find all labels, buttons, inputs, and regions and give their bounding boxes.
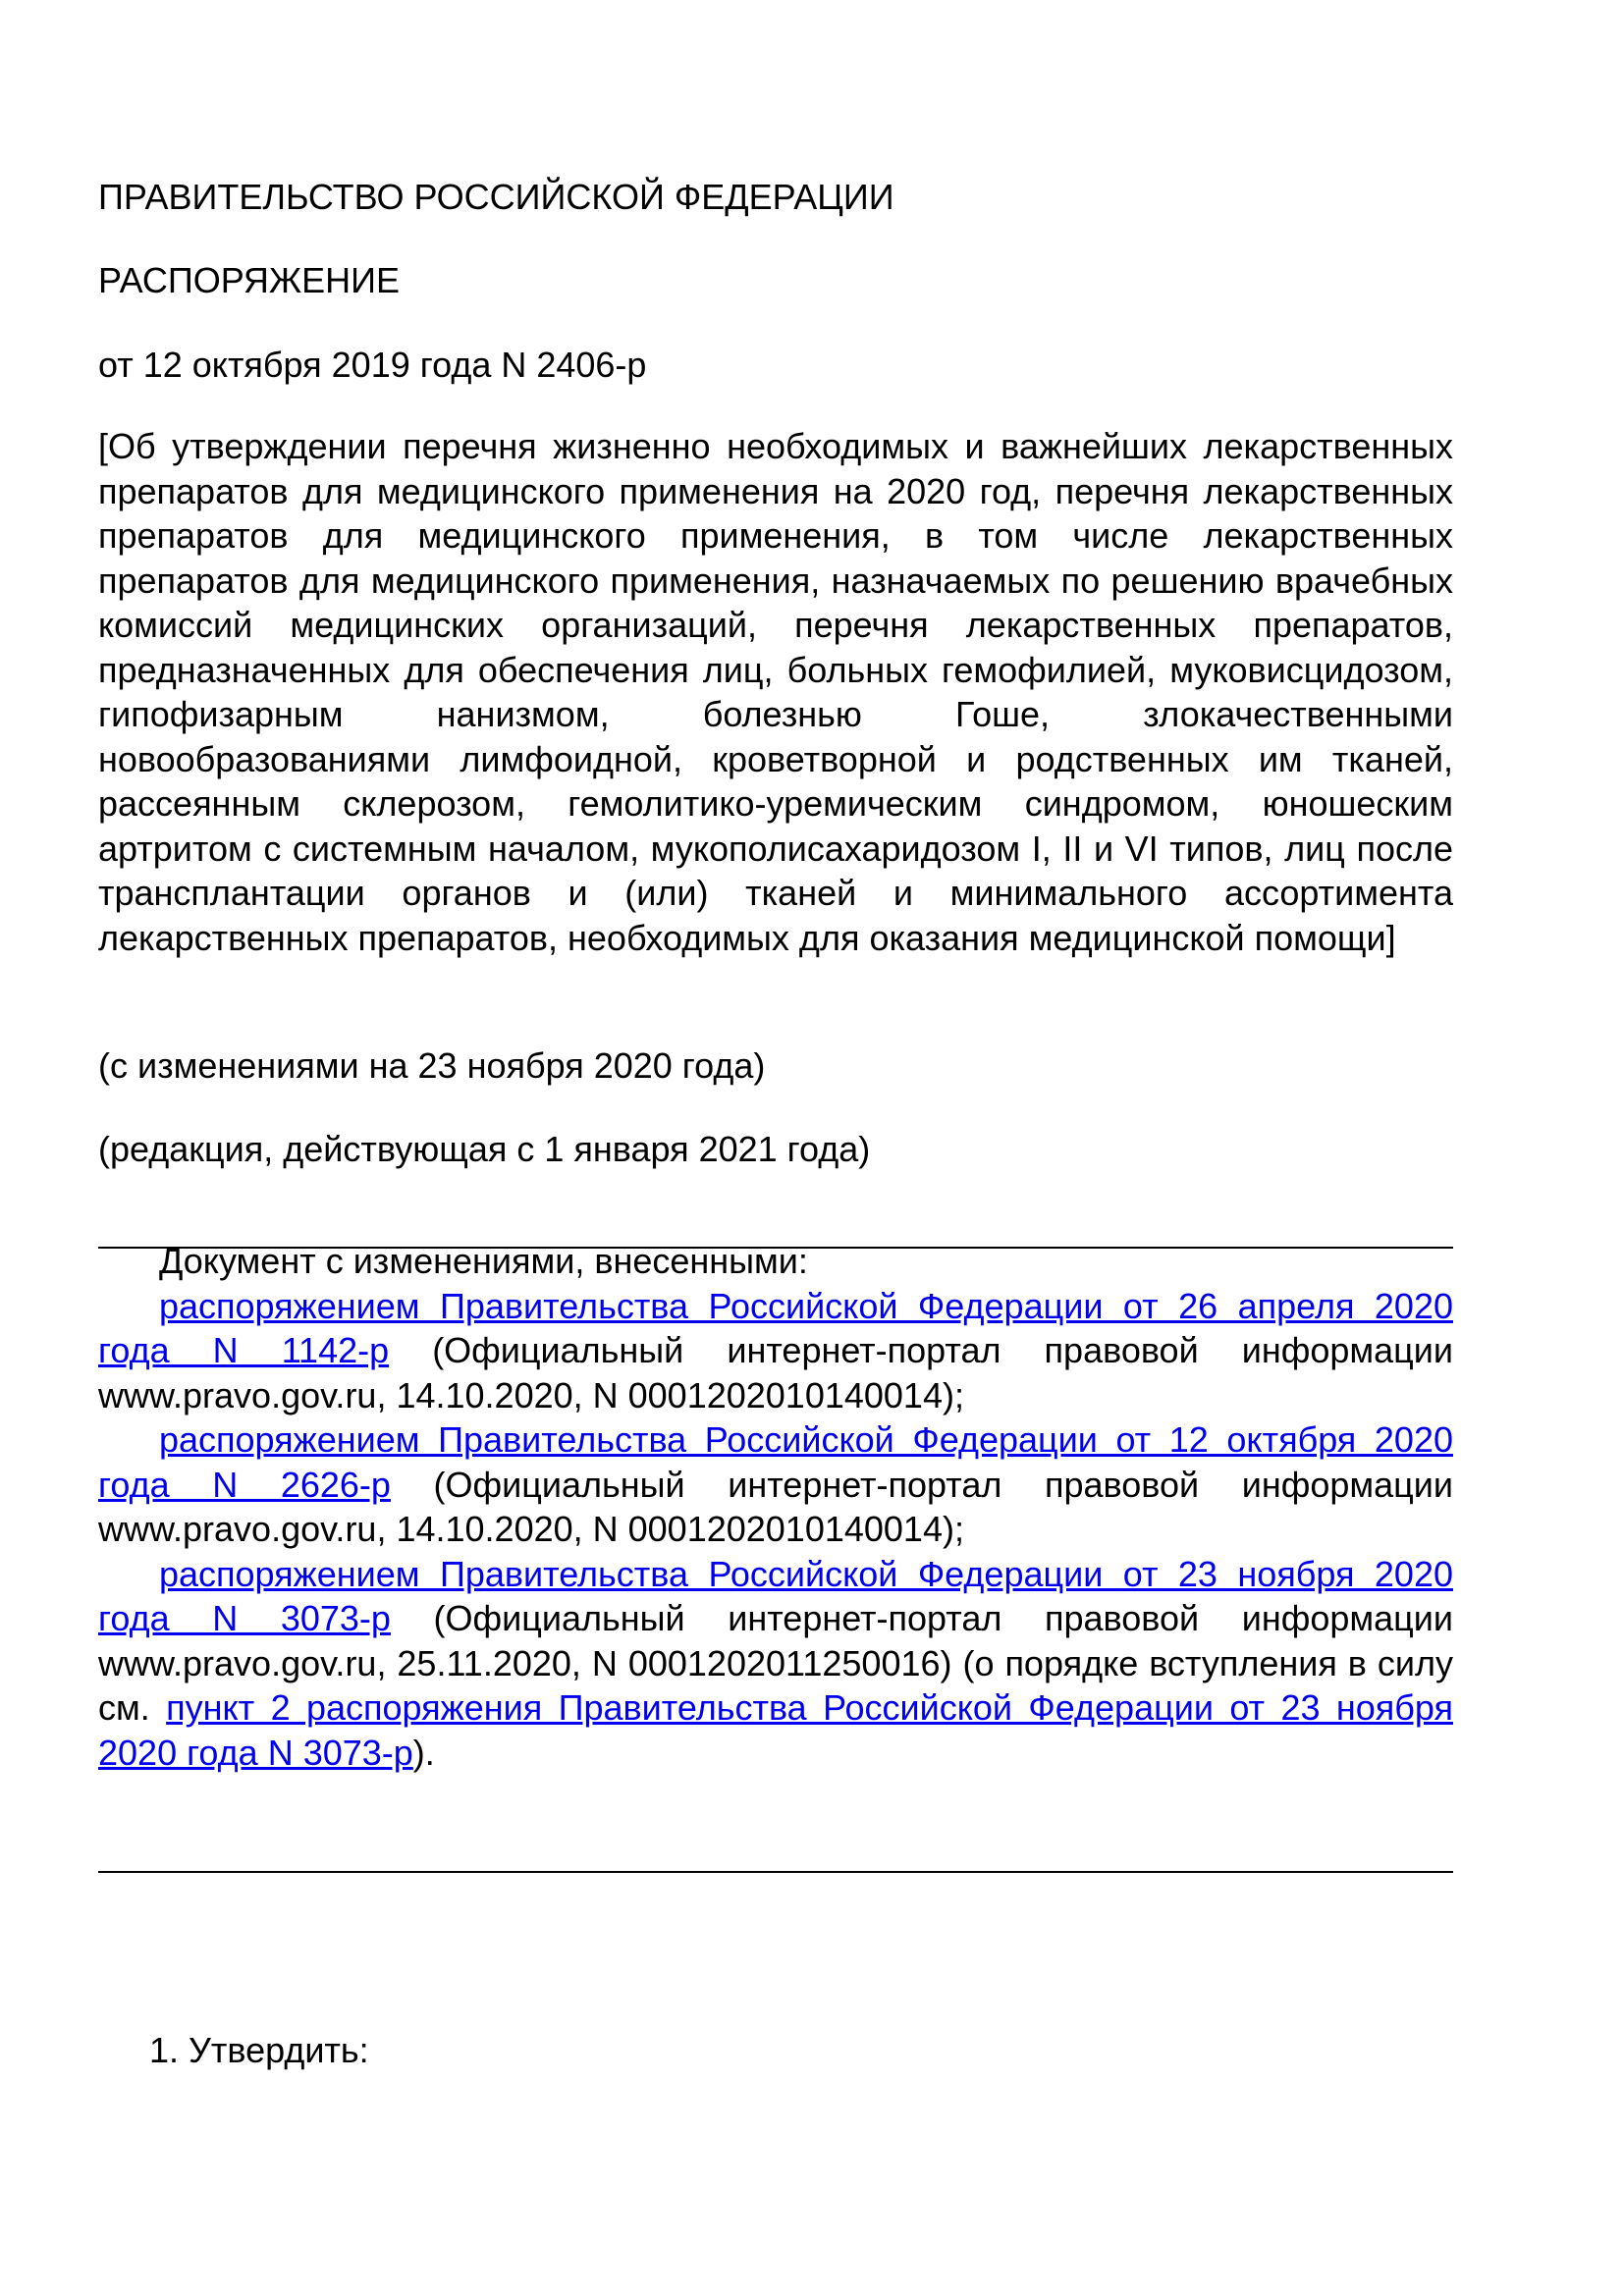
amendment-link-1142[interactable]: распоряжением Правительства Российской Федерации от 26 апреля 2020 года N 1142-р	[98, 1285, 1453, 1370]
divider-bottom	[98, 1871, 1453, 1873]
amendment-link-3073[interactable]: распоряжением Правительства Российской Федерации от 23 ноября 2020 года N 3073-р	[98, 1553, 1453, 1638]
change-item-3-text: (Официальный интернет-портал правовой информации www.pravo.gov.ru, 25.11.2020, N 0001202011250016) (о порядке вступления в силу см.	[98, 1598, 1454, 1728]
amendment-link-2626[interactable]: распоряжением Правительства Российской Федерации от 12 октября 2020 года N 2626-р	[98, 1419, 1453, 1505]
changes-intro: Документ с изменениями, внесенными:	[159, 1241, 808, 1281]
change-item-2	[98, 1417, 1453, 1552]
change-item-3	[98, 1552, 1453, 1776]
edition-status: (редакция, действующая с 1 января 2021 года)	[98, 1129, 871, 1169]
change-item-3-tail: ).	[412, 1732, 435, 1773]
clause-1: 1. Утвердить:	[149, 2030, 369, 2070]
change-item-1-text: (Официальный интернет-портал правовой информации www.pravo.gov.ru, 14.10.2020, N 0001202010140014);	[98, 1330, 1454, 1415]
change-item-1	[98, 1284, 1453, 1418]
amended-status: (с изменениями на 23 ноября 2020 года)	[98, 1045, 766, 1086]
doc-type-heading: РАСПОРЯЖЕНИЕ	[98, 260, 401, 300]
change-item-2-text: (Официальный интернет-портал правовой информации www.pravo.gov.ru, 14.10.2020, N 0001202010140014);	[98, 1464, 1454, 1549]
changes-block	[98, 1239, 1453, 1775]
document-title: [Об утверждении перечня жизненно необходимых и важнейших лекарственных препаратов для медицинского применения на 2020 год, перечня лекарственных препаратов для медицинского применения, в том числе лекарственных препаратов для медицинского применения, назначаемых по решению врачебных комиссий медицинских организаций, перечня лекарственных препаратов, предназначенных для обеспечения лиц, больных гемофилией, муковисцидозом, гипофизарным нанизмом, болезнью Гоше, злокачественными новообразованиями лимфоидной, кроветворной и родственных им тканей, рассеянным склерозом, гемолитико-уремическим синдромом, юношеским артритом с системным началом, мукополисахаридозом I, II и VI типов, лиц после трансплантации органов и (или) тканей и минимального ассортимента лекарственных препаратов, необходимых для оказания медицинской помощи]	[98, 426, 1453, 958]
entry-into-force-link[interactable]: пункт 2 распоряжения Правительства Российской Федерации от 23 ноября 2020 года N 3073-р	[98, 1687, 1453, 1773]
date-number: от 12 октября 2019 года N 2406-р	[98, 345, 647, 385]
issuer-heading: ПРАВИТЕЛЬСТВО РОССИЙСКОЙ ФЕДЕРАЦИИ	[98, 177, 894, 217]
